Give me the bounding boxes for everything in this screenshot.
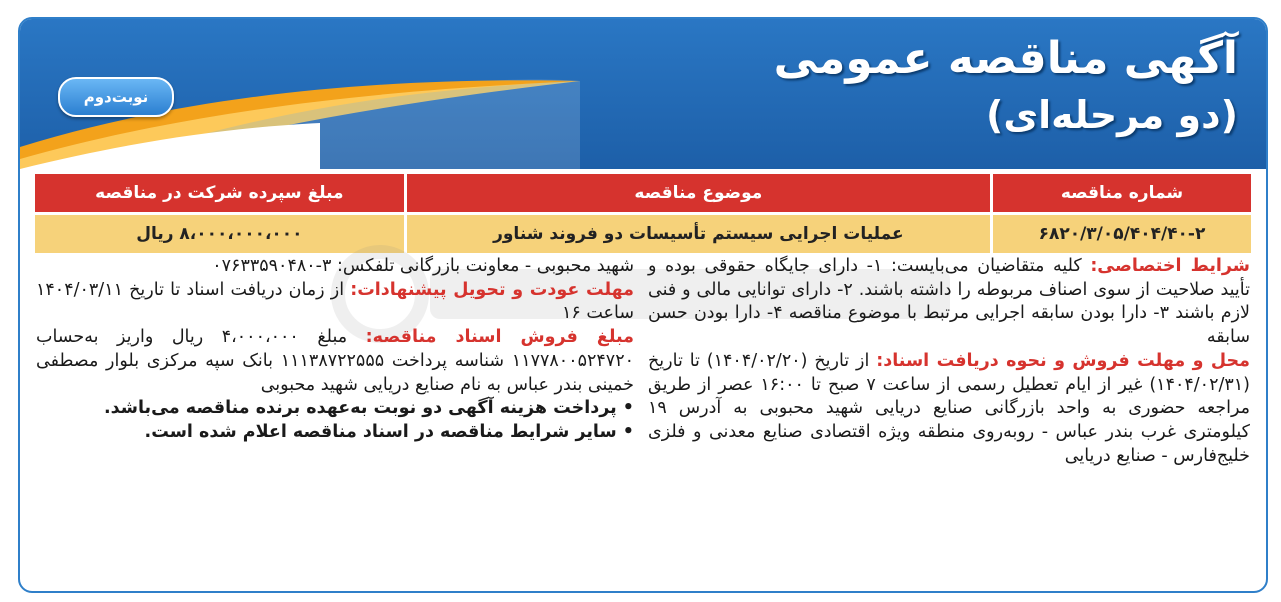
special-conditions-label: شرایط اختصاصی: bbox=[1090, 256, 1250, 276]
note-other-conditions: • سایر شرایط مناقصه در اسناد مناقصه اعلام شده است. bbox=[144, 421, 634, 442]
second-publication-badge: نوبت‌دوم bbox=[58, 77, 174, 117]
note-ad-cost: • پرداخت هزینه آگهی دو نوبت به‌عهده برنده مناقصه می‌باشد. bbox=[104, 398, 634, 419]
left-column bbox=[36, 255, 634, 445]
special-conditions bbox=[648, 255, 1250, 350]
sale-location-label: محل و مهلت فروش و نحوه دریافت اسناد: bbox=[876, 350, 1250, 371]
document-price-text: مبلغ ۴،۰۰۰،۰۰۰ ریال واریز به‌حساب ۱۱۷۷۸۰۰۵۲۴۷۲۰ شناسه پرداخت ۱۱۱۳۸۷۲۲۵۵۵ بانک سپه مرکزی بلوار مصطفی خمینی بندر عباس به نام صنایع دریایی شهید محبوبی bbox=[36, 327, 634, 395]
notice-title: آگهی مناقصه عمومی bbox=[773, 33, 1238, 84]
submission-deadline bbox=[36, 279, 634, 326]
sale-location-text: از تاریخ (۱۴۰۴/۰۲/۲۰) تا تاریخ (۱۴۰۴/۰۲/۳۱) غیر از ایام تعطیل رسمی از ساعت ۷ صبح تا ۱۶:۰۰ عصر از طریق مراجعه حضوری به واحد بازرگانی صنایع دریایی شهید محبوبی به آدرس ۱۹ کیلومتری غرب بندر عباس - روبه‌روی منطقه ویژه اقتصادی صنایع معدنی و فلزی خلیج‌فارس - صنایع دریایی bbox=[648, 350, 1250, 466]
cell-deposit-amount: ۸،۰۰۰،۰۰۰،۰۰۰ ریال bbox=[34, 214, 406, 255]
document-price-label: مبلغ فروش اسناد مناقصه: bbox=[365, 327, 634, 348]
header-tender-number: شماره مناقصه bbox=[991, 173, 1252, 214]
tender-table bbox=[32, 171, 1254, 256]
notice-subtitle: (دو مرحله‌ای) bbox=[985, 93, 1238, 137]
table-header-row bbox=[34, 173, 1253, 214]
cell-tender-subject: عملیات اجرایی سیستم تأسیسات دو فروند شناور bbox=[405, 214, 991, 255]
right-column bbox=[648, 255, 1250, 468]
sale-location bbox=[648, 350, 1250, 469]
contact-continuation: شهید محبوبی - معاونت بازرگانی تلفکس: ۳-۰۷۶۳۳۵۹۰۴۸۰ bbox=[212, 256, 634, 276]
tender-notice bbox=[18, 17, 1268, 593]
special-conditions-text: کلیه متقاضیان می‌بایست: ۱- دارای جایگاه حقوقی بوده و تأیید صلاحیت از سوی اصناف مربوطه را داشته باشند. ۲- دارای توانایی مالی و فنی لازم باشند ۳- دارا بودن سابقه اجرایی مرتبط با موضوع مناقصه ۴- دارا بودن حسن سابقه bbox=[648, 256, 1251, 348]
cell-tender-number: ۶۸۲۰/۳/۰۵/۴۰۴/۴۰-۲ bbox=[991, 214, 1252, 255]
submission-deadline-label: مهلت عودت و تحویل پیشنهادات: bbox=[350, 279, 634, 300]
document-price bbox=[36, 326, 634, 397]
header-deposit-amount: مبلغ سپرده شرکت در مناقصه bbox=[34, 173, 406, 214]
submission-deadline-text: از زمان دریافت اسناد تا تاریخ ۱۴۰۴/۰۳/۱۱ ساعت ۱۶ bbox=[36, 279, 634, 324]
table-row bbox=[34, 214, 1253, 255]
header-tender-subject: موضوع مناقصه bbox=[405, 173, 991, 214]
